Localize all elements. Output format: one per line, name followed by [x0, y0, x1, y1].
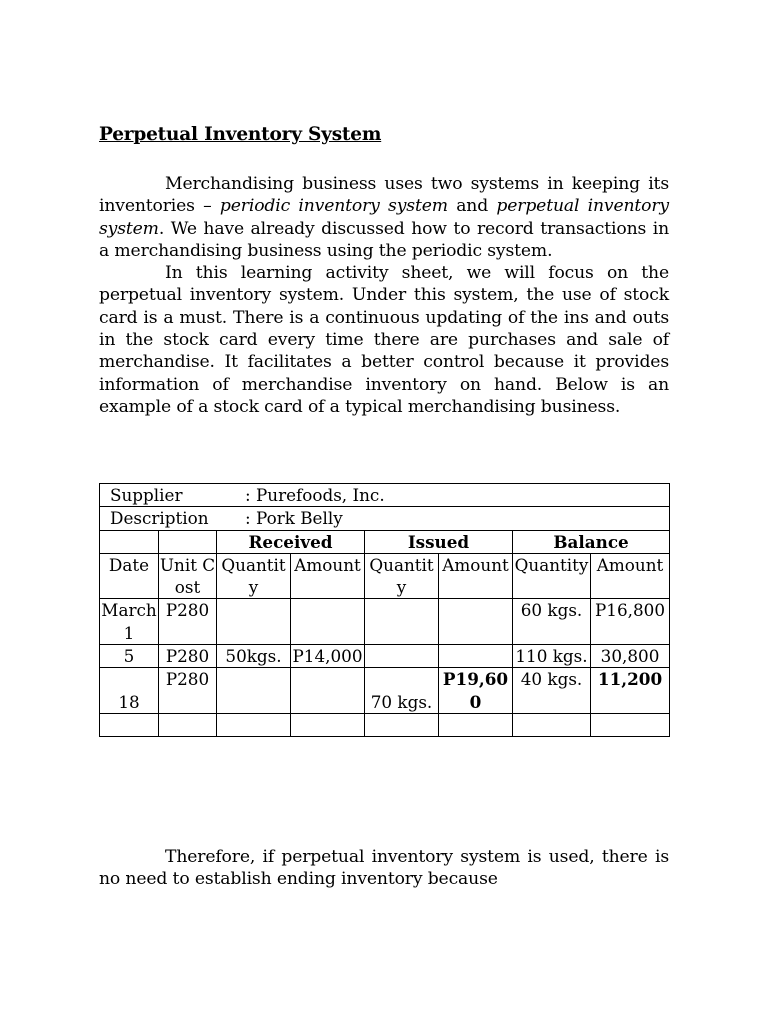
- row-unit-cost: P280: [159, 645, 217, 668]
- row-received-quantity: 50kgs.: [217, 645, 291, 668]
- intro-paragraph-1: [99, 173, 669, 262]
- description-row: [100, 507, 670, 530]
- supplier-row: [100, 484, 670, 507]
- row-issued-amount: [439, 599, 513, 645]
- table-row: [100, 599, 670, 645]
- row-unit-cost: P280: [159, 599, 217, 645]
- row-received-amount: P14,000: [292, 646, 363, 667]
- column-header-received-quantity: Quantity: [217, 553, 291, 599]
- row-issued-amount: P19,600: [439, 668, 513, 714]
- row-balance-quantity: 40 kgs.: [513, 668, 591, 714]
- supplier-value: : Purefoods, Inc.: [245, 485, 385, 505]
- intro-p1-text-c: . We have already discussed how to record transactions in a merchandising business using the periodic system.: [99, 218, 669, 261]
- column-header-unit-cost: Unit Cost: [159, 554, 216, 598]
- row-date: 18: [100, 668, 159, 714]
- column-header-balance-amount: Amount: [591, 553, 670, 599]
- empty-cell: [591, 713, 670, 736]
- row-date: March 1: [101, 600, 157, 643]
- empty-cell: [159, 713, 217, 736]
- intro-p1-text-b: and: [447, 196, 497, 217]
- intro-text: [99, 173, 669, 418]
- row-balance-amount: 30,800: [591, 645, 670, 668]
- row-received-quantity: [217, 668, 291, 714]
- row-date: 5: [100, 645, 159, 668]
- intro-p1-emphasis-perpetual: perpetual inventory system: [99, 196, 669, 239]
- group-header-empty-unit-cost: [159, 530, 217, 553]
- column-header-issued-amount: Amount: [439, 553, 513, 599]
- empty-cell: [365, 713, 439, 736]
- description-cell: [100, 507, 670, 530]
- empty-cell: [513, 713, 591, 736]
- intro-paragraph-2: In this learning activity sheet, we will focus on the perpetual inventory system. Under this system, the use of stock card is a must. There is a continuous updating of the ins and outs in the stock card every time there are purchases and sale of merchandise. It facilitates a better control because it provides information of merchandise inventory on hand. Below is an example of a stock card of a typical merchandising business.: [99, 263, 669, 417]
- group-header-row: [100, 530, 670, 553]
- table-row: [100, 668, 670, 714]
- page-title: Perpetual Inventory System: [99, 124, 382, 145]
- row-balance-amount: P16,800: [591, 599, 670, 645]
- group-header-issued: Issued: [365, 530, 513, 553]
- row-issued-quantity: 70 kgs.: [365, 668, 439, 714]
- column-header-received-amount: Amount: [291, 553, 365, 599]
- row-unit-cost: P280: [159, 668, 217, 714]
- row-balance-quantity: 60 kgs.: [513, 599, 591, 645]
- row-issued-amount: [439, 645, 513, 668]
- column-header-date: Date: [100, 553, 159, 599]
- group-header-balance: Balance: [513, 530, 670, 553]
- column-header-issued-quantity: Quantity: [365, 553, 439, 599]
- description-value: : Pork Belly: [245, 508, 343, 529]
- supplier-cell: [100, 484, 670, 507]
- empty-cell: [439, 713, 513, 736]
- column-header-balance-quantity: Quantity: [513, 553, 591, 599]
- group-header-empty-date: [100, 530, 159, 553]
- empty-cell: [291, 713, 365, 736]
- row-received-amount: [291, 668, 365, 714]
- row-received-quantity: [217, 599, 291, 645]
- intro-p1-text-a: Merchandising business uses two systems in keeping its inventories –: [99, 174, 669, 217]
- empty-table-row: [100, 713, 670, 736]
- row-balance-amount: 11,200: [591, 668, 670, 714]
- row-balance-quantity: 110 kgs.: [513, 645, 591, 668]
- empty-cell: [217, 713, 291, 736]
- closing-paragraph: Therefore, if perpetual inventory system is used, there is no need to establish ending inventory because: [99, 847, 669, 890]
- supplier-label: Supplier: [110, 485, 183, 505]
- closing-text: [99, 846, 669, 891]
- row-issued-quantity: [365, 645, 439, 668]
- row-issued-quantity: [365, 599, 439, 645]
- intro-p1-emphasis-periodic: periodic inventory system: [219, 196, 448, 217]
- description-label: Description: [110, 508, 209, 529]
- stock-card-table: [99, 483, 670, 737]
- table-row: [100, 645, 670, 668]
- row-received-amount: [291, 599, 365, 645]
- empty-cell: [100, 713, 159, 736]
- group-header-received: Received: [217, 530, 365, 553]
- column-header-row: [100, 553, 670, 599]
